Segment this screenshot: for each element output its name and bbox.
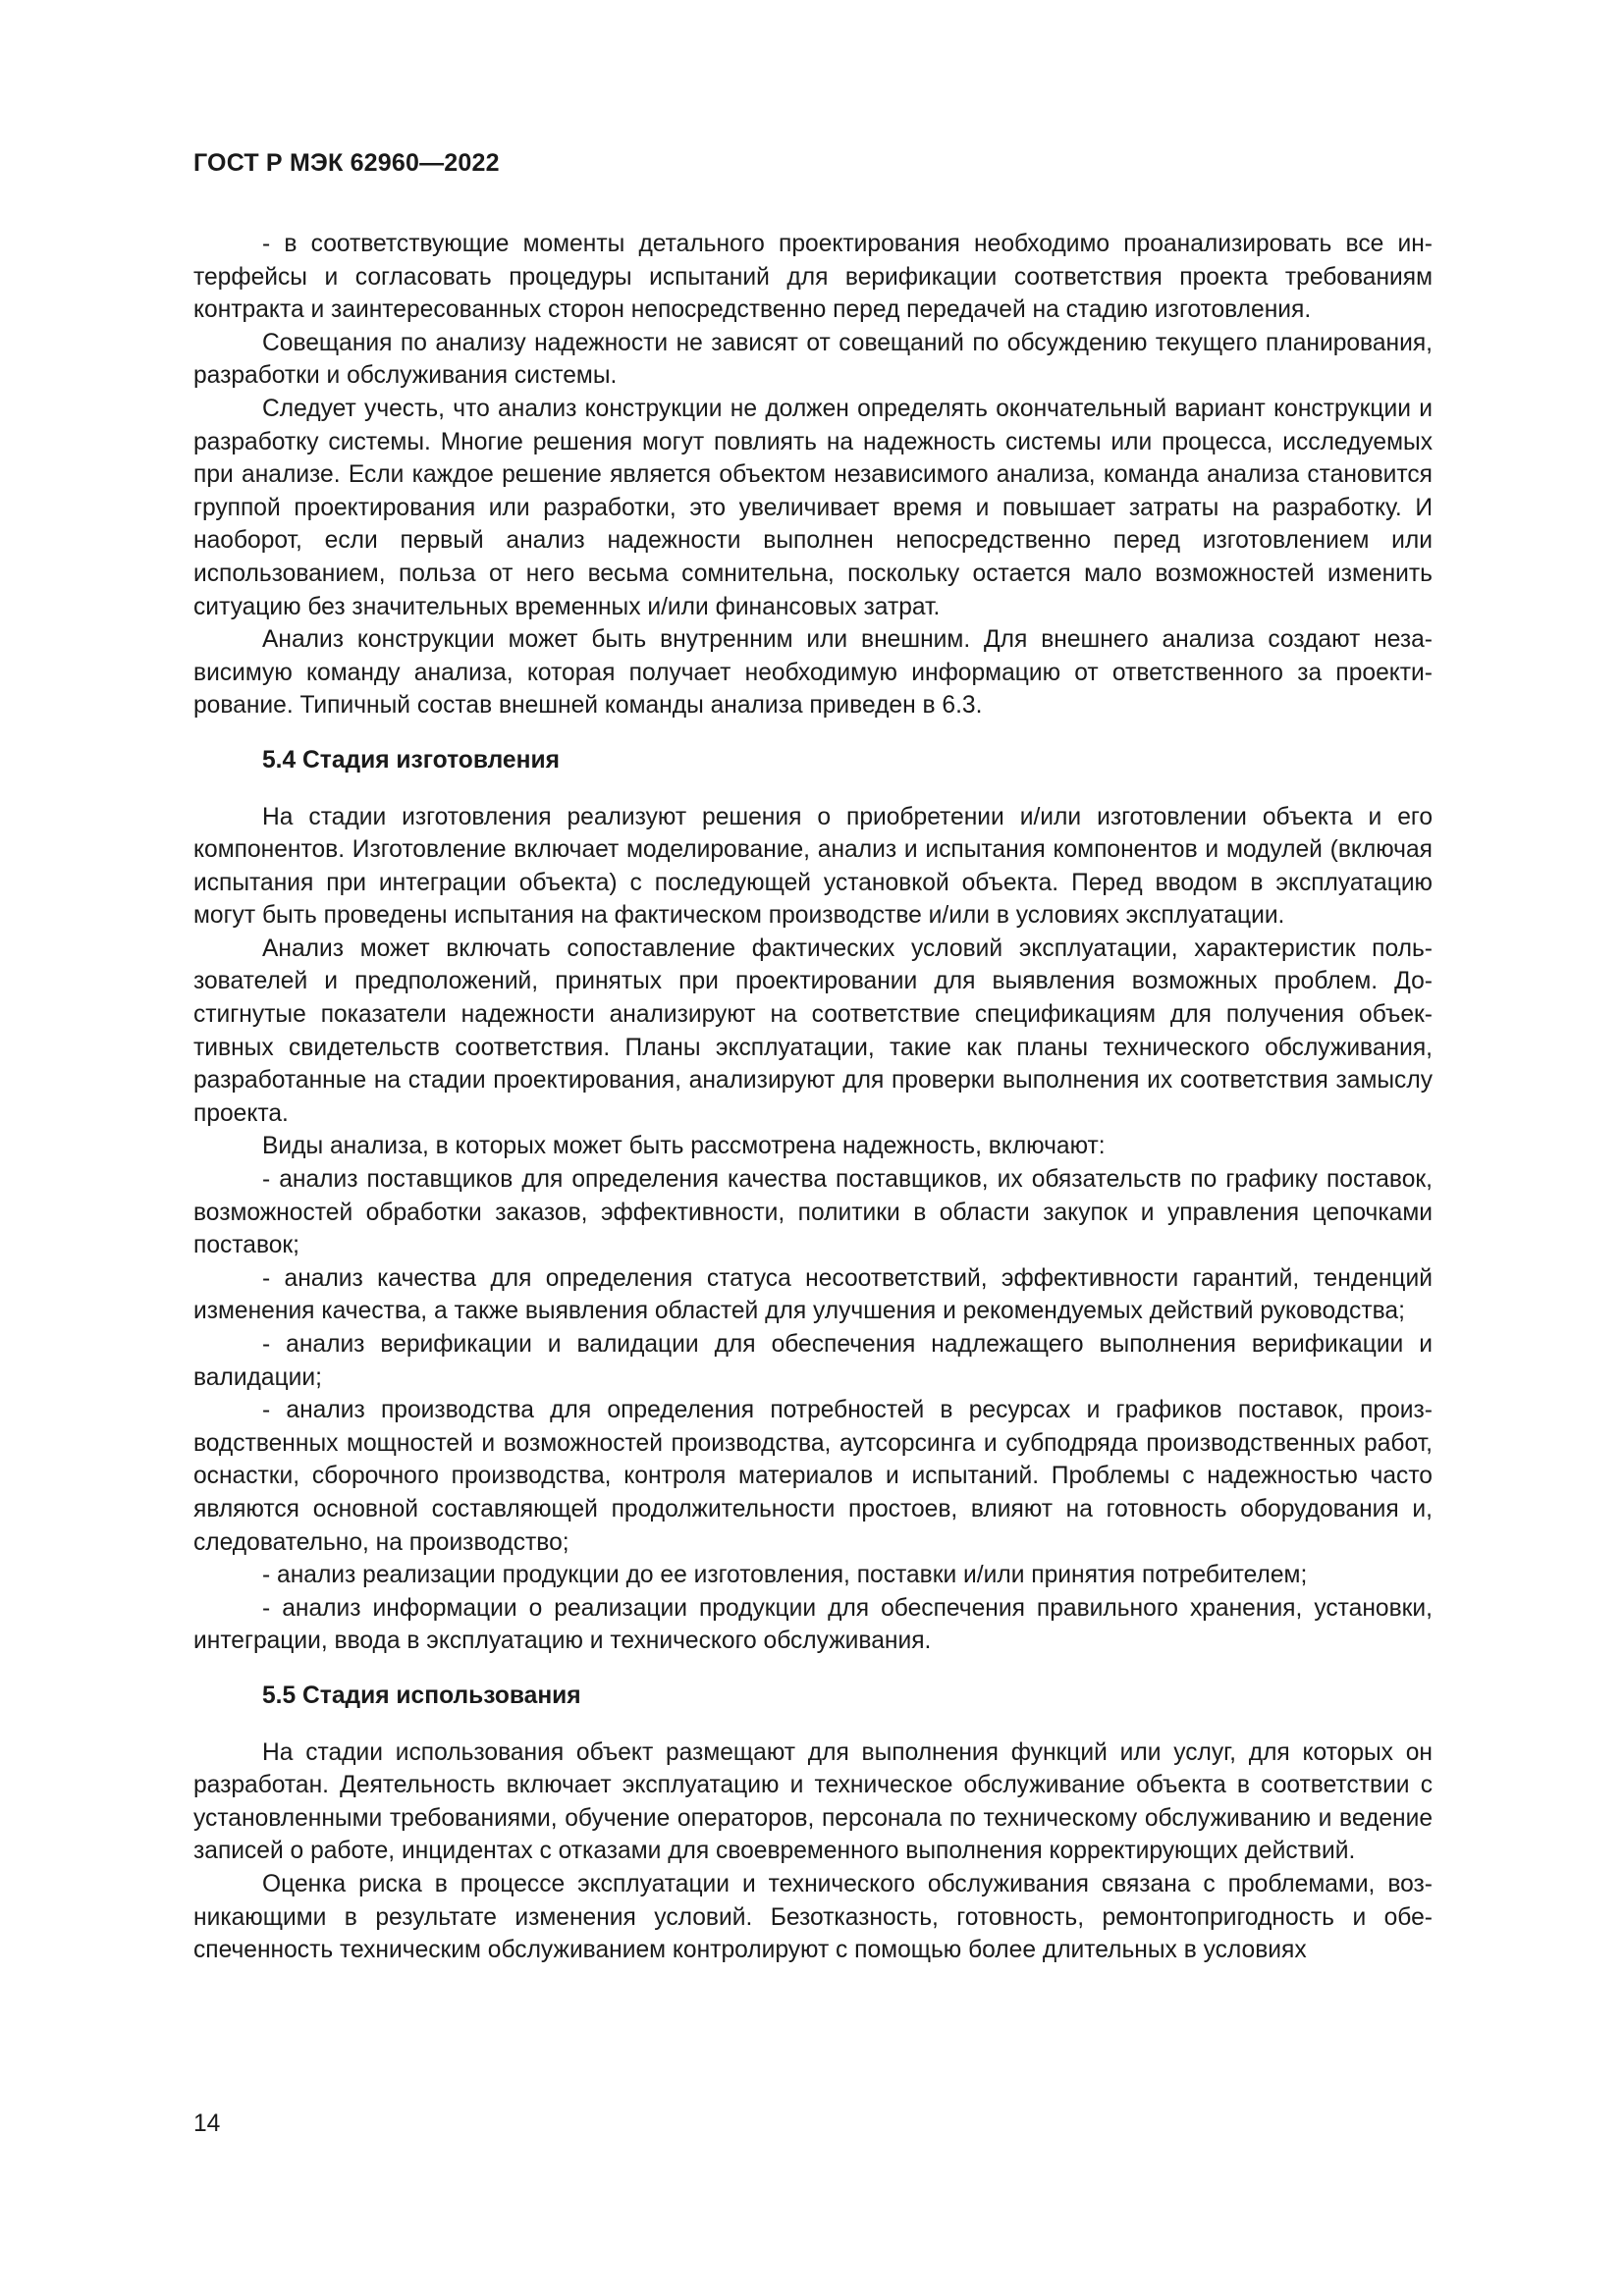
paragraph: Виды анализа, в которых может быть рассмотрена надежность, включают: [262,1133,1106,1160]
paragraph: Оценка риска в процессе эксплуатации и технического обслуживания связана с проблемами, возникающими в результате изменения условий. Безотказность, готовность, ремонтопригодность и обеспеченность техническим обслуживанием контролируют с помощью более длительных в условиях [193,1870,1433,1964]
list-item: - анализ реализации продукции до ее изготовления, поставки и/или принятия потребителем; [262,1562,1308,1589]
paragraph: Анализ конструкции может быть внутренним или внешним. Для внешнего анализа создают независимую команду анализа, которая получает необходимую информацию от ответственного за проектирование. Типичный состав внешней команды анализа приведен в 6.3. [193,626,1433,720]
paragraph: Совещания по анализу надежности не зависят от совещаний по обсуждению текущего планирования, разработки и обслуживания системы. [193,329,1433,390]
page-body [193,228,1433,1967]
paragraph: Анализ может включать сопоставление фактических условий эксплуатации, характеристик пользователей и предположений, принятых при проектировании для выявления возможных проблем. Достигнутые показатели надежности анализируют на соответствие спецификациям для получения объективных свидетельств соответствия. Планы эксплуатации, такие как планы технического обслуживания, разработанные на стадии проектирования, анализируют для проверки выполнения их соответствия замыслу проекта. [193,934,1433,1127]
document-code: ГОСТ Р МЭК 62960—2022 [193,149,500,177]
list-item: - анализ верификации и валидации для обеспечения надлежащего выполнения верификации и валидации; [193,1331,1433,1391]
paragraph: Следует учесть, что анализ конструкции не должен определять окончательный вариант конструкции и разработку системы. Многие решения могут повлиять на надежность системы или процесса, исследуемых при анализе. Если каждое решение является объектом независимого анализа, команда анализа становится группой проектирования или разработки, это увеличивает время и повышает затраты на разработку. И наоборот, если первый анализ надежности выполнен непосредственно перед изготовлением или использованием, польза от него весьма сомнительна, поскольку остается мало возможностей изменить ситуацию без значительных временных и/или финансовых затрат. [193,395,1433,620]
paragraph: - в соответствующие моменты детального проектирования необходимо проанализировать все интерфейсы и согласовать процедуры испытаний для верификации соответствия проекта требованиям контракта и заинтересованных сторон непосредственно перед передачей на стадию изготовления. [193,231,1433,324]
section-heading-5-5: 5.5 Стадия использования [262,1682,581,1709]
list-item: - анализ информации о реализации продукции для обеспечения правильного хранения, установки, интеграции, ввода в эксплуатацию и технического обслуживания. [193,1594,1433,1655]
page-number: 14 [193,2110,221,2137]
paragraph: На стадии использования объект размещают для выполнения функций или услуг, для которых он разработан. Деятельность включает эксплуатацию и техническое обслуживание объекта в соответствии с установленными требованиями, обучение операторов, персонала по техническому обслуживанию и ведение записей о работе, инцидентах с отказами для своевременного выполнения корректирующих действий. [193,1738,1433,1865]
list-item: - анализ поставщиков для определения качества поставщиков, их обязательств по графику поставок, возможностей обработки заказов, эффективности, политики в области закупок и управления цепочками поставок; [193,1166,1433,1259]
paragraph: На стадии изготовления реализуют решения о приобретении и/или изготовлении объекта и его компонентов. Изготовление включает моделирование, анализ и испытания компонентов и модулей (включая испытания при интеграции объекта) с последующей установкой объекта. Перед вводом в эксплуатацию могут быть проведены испытания на фактическом производстве и/или в условиях эксплуатации. [193,803,1433,930]
list-item: - анализ производства для определения потребностей в ресурсах и графиков поставок, производственных мощностей и возможностей производства, аутсорсинга и субподряда производственных работ, оснастки, сборочного производства, контроля материалов и испытаний. Проблемы с надежностью часто являются основной составляющей продолжительности простоев, влияют на готовность оборудования и, следовательно, на производство; [193,1397,1433,1556]
section-heading-5-4: 5.4 Стадия изготовления [262,746,560,774]
list-item: - анализ качества для определения статуса несоответствий, эффективности гарантий, тенденций изменения качества, а также выявления областей для улучшения и рекомендуемых действий руководства; [193,1264,1433,1325]
